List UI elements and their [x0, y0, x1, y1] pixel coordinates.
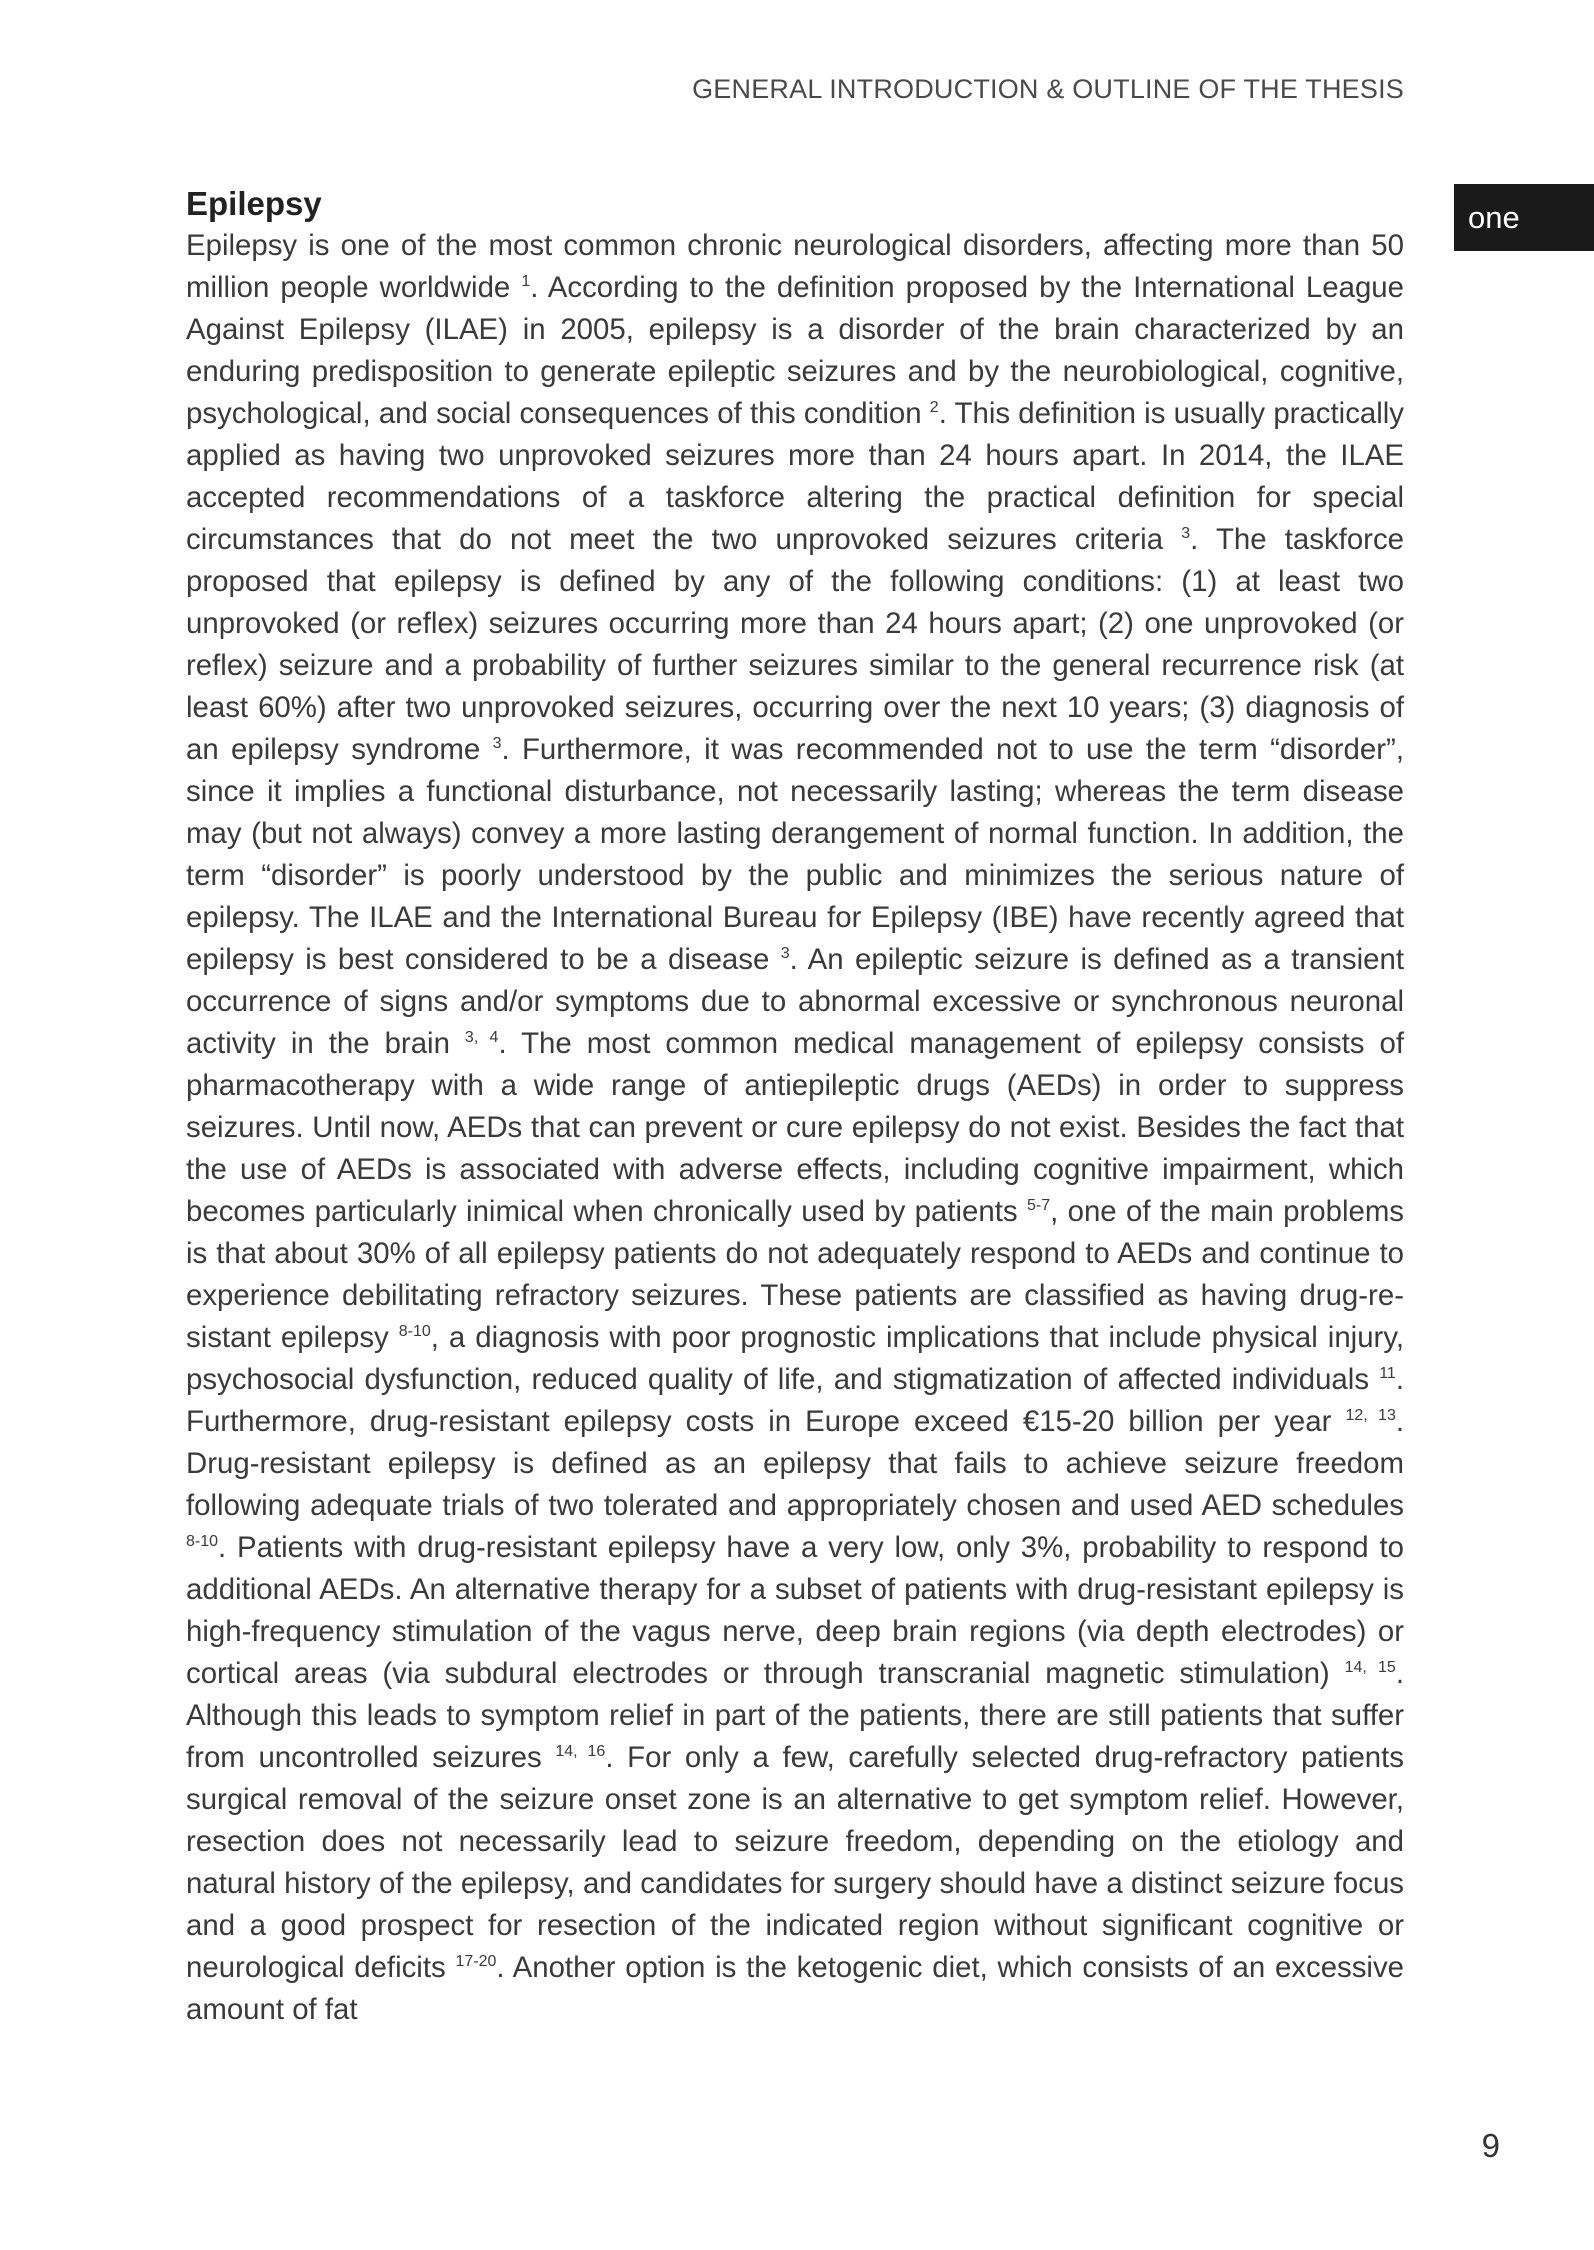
citation-superscript: 3: [1181, 525, 1191, 543]
main-content: [186, 183, 1404, 2031]
running-header: GENERAL INTRODUCTION & OUTLINE OF THE THESIS: [692, 74, 1404, 104]
paragraph-text: . Furthermore, it was recommended not to use the term “disorder”, since it implies a functional disturbance, not necessarily lasting; whereas the term disease may (but not always) convey a more lasting derangement of normal function. In addition, the term “disorder” is poorly understood by the public and minimizes the serious nature of epilepsy. The ILAE and the International Bureau for Epilepsy (IBE) have recently agreed that epilepsy is best considered to be a disease: [186, 733, 1404, 976]
body-paragraph: [186, 225, 1404, 2031]
paragraph-text: . This definition is usually practically applied as having two unprovoked seizures more than 24 hours apart. In 2014, the ILAE accepted recommendations of a taskforce altering the practical definition for special circumstances that do not meet the two unprovoked seizures criteria: [186, 397, 1404, 556]
citation-superscript: 3: [492, 735, 502, 753]
citation-superscript: 3: [780, 945, 790, 963]
paragraph-text: . Drug-resistant epilepsy is defined as an epilepsy that fails to achieve seizure freedom following adequate trials of two tolerated and appropriately chosen and used AED schedules: [186, 1405, 1405, 1522]
paragraph-text: , one of the main problems is that about 30% of all epilepsy patients do not adequately respond to AEDs and continue to experience debilitating refractory seizures. These patients are classified as having drug-resistant epilepsy: [186, 1195, 1404, 1354]
paragraph-text: . The taskforce proposed that epilepsy is defined by any of the following conditions: (1) at least two unprovoked (or reflex) seizures occurring more than 24 hours apart; (2) one unprovoked (or reflex) seizure and a probability of further seizures similar to the general recurrence risk (at least 60%) after two unprovoked seizures, occurring over the next 10 years; (3) diagnosis of an epilepsy syndrome: [186, 523, 1404, 766]
paragraph-text: . Patients with drug-resistant epilepsy have a very low, only 3%, probability to respond to additional AEDs. An alternative therapy for a subset of patients with drug-resistant epilepsy is high-frequency stimulation of the vagus nerve, deep brain regions (via depth electrodes) or cortical areas (via subdural electrodes or through transcranial magnetic stimulation): [186, 1531, 1404, 1690]
citation-superscript: 1: [521, 273, 531, 291]
chapter-tab: one: [1454, 184, 1594, 251]
paragraph-text: . An epileptic seizure is defined as a transient occurrence of signs and/or symptoms due to abnormal excessive or synchronous neuronal activity in the brain: [186, 943, 1404, 1060]
citation-superscript: 5-7: [1026, 1197, 1051, 1215]
paragraph-text: . Furthermore, drug-resistant epilepsy costs in Europe exceed €15-20 billion per year: [186, 1363, 1404, 1438]
paragraph-text: . For only a few, carefully selected drug-refractory patients surgical removal of the seizure onset zone is an alternative to get symptom relief. However, resection does not necessarily lead to seizure freedom, depending on the etiology and natural history of the epilepsy, and candidates for surgery should have a distinct seizure focus and a good prospect for resection of the indicated region without significant cognitive or neurological deficits: [186, 1741, 1404, 1984]
citation-superscript: 14, 16: [555, 1743, 606, 1761]
paragraph-text: . According to the definition proposed by the International League Against Epilepsy (ILAE) in 2005, epilepsy is a disorder of the brain characterized by an enduring predisposition to generate epileptic seizures and by the neurobiological, cognitive, psychological, and social consequences of this condition: [186, 271, 1404, 430]
citation-superscript: 11: [1379, 1365, 1396, 1383]
citation-superscript: 2: [929, 399, 939, 417]
citation-superscript: 14, 15: [1344, 1659, 1396, 1677]
citation-superscript: 8-10: [398, 1323, 431, 1341]
section-title: Epilepsy: [186, 185, 322, 222]
page-number: 9: [1481, 2127, 1500, 2164]
paragraph-text: . Another option is the ketogenic diet, which consists of an excessive amount of fat: [186, 1951, 1404, 2026]
paragraph-text: , a diagnosis with poor prognostic implications that include physical injury, psychosocial dysfunction, reduced quality of life, and stigmatization of affected individuals: [186, 1321, 1405, 1396]
citation-superscript: 3, 4: [464, 1029, 499, 1047]
citation-superscript: 12, 13: [1345, 1407, 1396, 1425]
paragraph-text: . Although this leads to symptom relief in part of the patients, there are still patients that suffer from uncontrolled seizures: [186, 1657, 1405, 1774]
citation-superscript: 17-20: [455, 1953, 497, 1971]
paragraph-text: Epilepsy is one of the most common chronic neurological disorders, affecting more than 50 million people worldwide: [186, 229, 1404, 304]
citation-superscript: 8-10: [186, 1533, 219, 1551]
paragraph-text: . The most common medical management of epilepsy consists of pharmacotherapy with a wide range of antiepileptic drugs (AEDs) in order to suppress seizures. Until now, AEDs that can prevent or cure epilepsy do not exist. Besides the fact that the use of AEDs is associated with adverse effects, including cognitive impairment, which becomes particularly inimical when chronically used by patients: [186, 1027, 1404, 1228]
